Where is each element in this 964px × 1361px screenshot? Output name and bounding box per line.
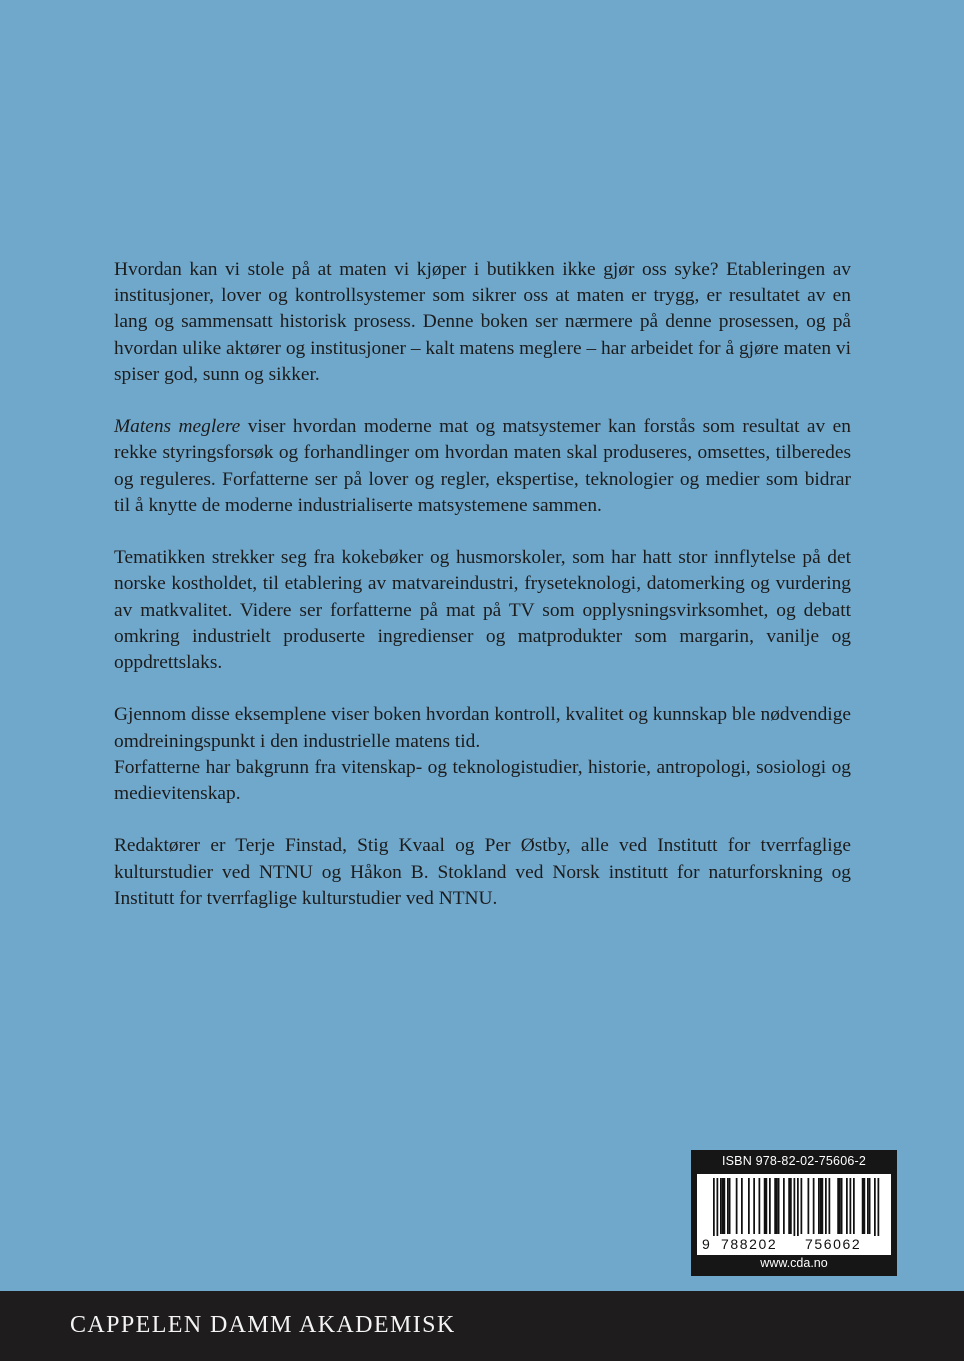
barcode-bar <box>869 1178 871 1234</box>
barcode-digit-first: 9 <box>702 1236 710 1252</box>
barcode-bar <box>753 1178 755 1234</box>
isbn-barcode-block <box>691 1150 897 1276</box>
barcode-digits-left: 788202 <box>721 1236 778 1252</box>
barcode-bar <box>850 1178 852 1234</box>
barcode-bar <box>741 1178 743 1234</box>
barcode-digits-right: 756062 <box>805 1236 862 1252</box>
blurb-paragraph-1: Hvordan kan vi stole på at maten vi kjøper i butikken ikke gjør oss syke? Etableringen av institusjoner, lover og kontrollsystemer som sikrer oss at maten er trygg, er resultatet av en lang og sammensatt historisk prosess. Denne boken ser nærmere på denne prosessen, og på hvordan ulike aktører og institusjoner – kalt matens meglere – har arbeidet for å gjøre maten vi spiser god, sunn og sikker. <box>114 259 851 385</box>
barcode-bar <box>808 1178 810 1234</box>
barcode-bar <box>867 1178 869 1234</box>
back-cover-text <box>114 257 851 938</box>
barcode-bar <box>736 1178 738 1234</box>
barcode-bar <box>769 1178 771 1234</box>
barcode-bar <box>759 1178 761 1234</box>
barcode-bar <box>874 1178 876 1236</box>
barcode-bar <box>864 1178 866 1234</box>
barcode-bar <box>801 1178 803 1234</box>
barcode-bar <box>820 1178 822 1234</box>
barcode-bar <box>825 1178 827 1234</box>
blurb-paragraph-2-rest: viser hvordan moderne mat og matsystemer kan forstås som resultat av en rekke styringsforsøk og forhandlinger om hvordan maten skal produseres, omsettes, tilberedes og reguleres. Forfatterne ser på lover og regler, ekspertise, teknologier og medier som bidrar til å knytte de moderne industrialiserte matsystemene sammen. <box>114 416 851 516</box>
barcode-bar <box>788 1178 790 1234</box>
blurb-paragraph-3: Tematikken strekker seg fra kokebøker og husmorskoler, som har hatt stor innflytelse på det norske kostholdet, til etablering av matvareindustri, fryseteknologi, datomerking og vurdering av matkvalitet. Videre ser forfatterne på mat på TV som opplysningsvirksomhet, og debatt omkring industrielt produserte ingredienser og matprodukter som margarin, vanilje og oppdrettslaks. <box>114 547 851 674</box>
book-title-italic: Matens meglere <box>114 416 241 438</box>
blurb-paragraph-6: Redaktører er Terje Finstad, Stig Kvaal og Per Østby, alle ved Institutt for tverrfaglige kulturstudier ved NTNU og Håkon B. Stokland ved Norsk institutt for naturforskning og Institutt for tverrfaglige kulturstudier ved NTNU. <box>114 835 851 909</box>
barcode-bar <box>818 1178 820 1234</box>
barcode-bar <box>829 1178 831 1234</box>
barcode-bar <box>776 1178 778 1234</box>
barcode-bar <box>724 1178 726 1234</box>
barcode-bar <box>778 1178 780 1234</box>
barcode-bar <box>713 1178 715 1236</box>
barcode-bar <box>797 1178 799 1236</box>
barcode-bar <box>853 1178 855 1234</box>
barcode-bar <box>837 1178 839 1234</box>
barcode-bar <box>862 1178 864 1234</box>
publisher-footer <box>0 1291 964 1361</box>
barcode-panel <box>697 1174 891 1255</box>
barcode-bars <box>697 1174 891 1236</box>
barcode-bar <box>727 1178 729 1234</box>
barcode-bar <box>878 1178 880 1236</box>
barcode-bar <box>813 1178 815 1234</box>
barcode-bar <box>748 1178 750 1234</box>
barcode-bar <box>846 1178 848 1234</box>
barcode-bar <box>722 1178 724 1234</box>
website-label: www.cda.no <box>760 1256 828 1270</box>
barcode-bar <box>764 1178 766 1234</box>
barcode-digits <box>697 1234 891 1254</box>
isbn-label: ISBN 978-82-02-75606-2 <box>721 1154 867 1168</box>
blurb-paragraph-4: Gjennom disse eksemplene viser boken hvordan kontroll, kvalitet og kunnskap ble nødvendige omdreiningspunkt i den industrielle matens tid. <box>114 704 851 752</box>
blurb-paragraph-2 <box>114 414 851 519</box>
publisher-logo-text: CAPPELEN DAMM AKADEMISK <box>70 1312 456 1338</box>
barcode-bar <box>822 1178 824 1234</box>
barcode-bar <box>720 1178 722 1234</box>
barcode-bar <box>783 1178 785 1234</box>
barcode-bar <box>729 1178 731 1234</box>
barcode-bar <box>794 1178 796 1236</box>
barcode-bar <box>717 1178 719 1236</box>
barcode-bar <box>841 1178 843 1234</box>
barcode-bar <box>839 1178 841 1234</box>
barcode-bar <box>766 1178 768 1234</box>
barcode-bar <box>790 1178 792 1234</box>
barcode-bar <box>774 1178 776 1234</box>
blurb-paragraph-5: Forfatterne har bakgrunn fra vitenskap- og teknologistudier, historie, antropologi, sosiologi og medievitenskap. <box>114 756 851 805</box>
